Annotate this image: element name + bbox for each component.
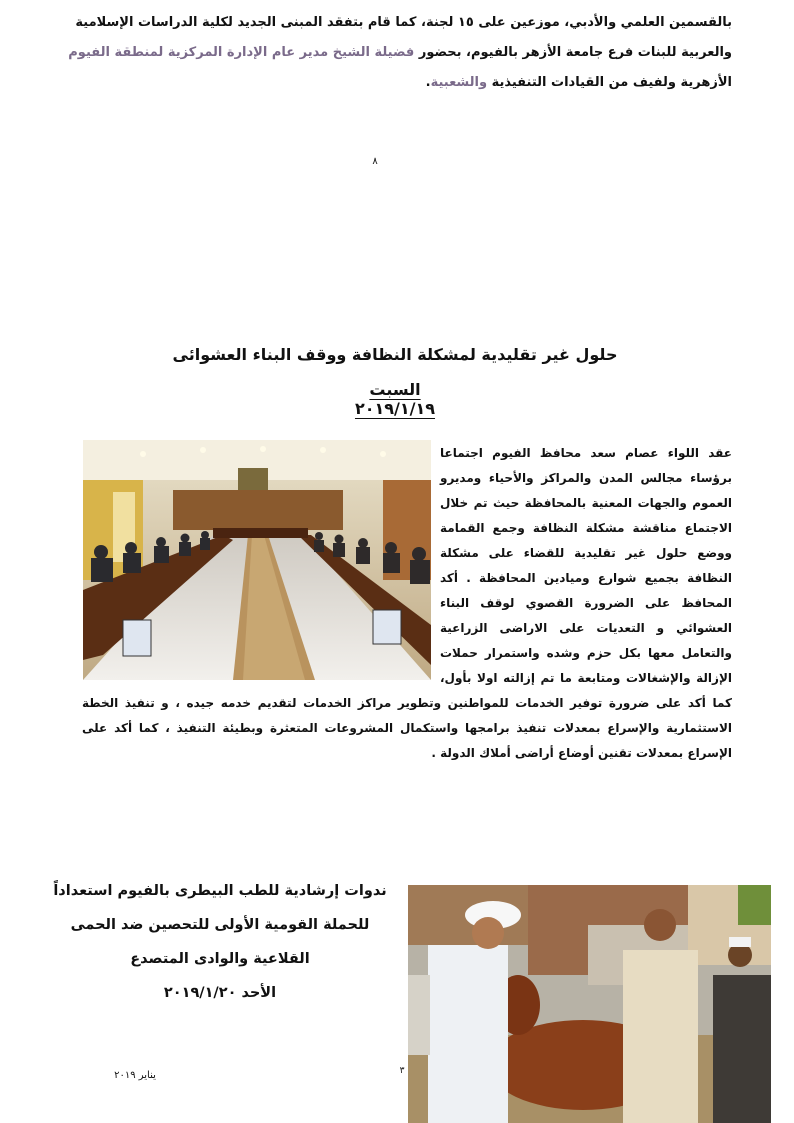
- nadwat-line-2: للحملة القومية الأولى للتحصين ضد الحمى: [70, 917, 370, 933]
- article-title: حلول غير تقليدية لمشكلة النظافة ووقف البناء العشوائى: [172, 345, 618, 364]
- intro-paragraph: [60, 8, 732, 98]
- footer-date: يناير ٢٠١٩: [114, 1070, 156, 1081]
- nadwat-line-1: ندوات إرشادية للطب البيطرى بالفيوم استعداداً: [53, 883, 387, 899]
- article-date: السبت ٢٠١٩/١/١٩: [354, 380, 436, 418]
- intro-line-3c: .: [425, 75, 431, 90]
- nadwat-line-3: القلاعية والوادى المتصدع: [130, 951, 310, 967]
- nadwat-heading: [40, 874, 400, 1010]
- footer-page-number: ٣: [399, 1066, 405, 1076]
- intro-line-1: بالقسمين العلمي والأدبي، موزعين على ١٥ لجنة، كما قام بتفقد المبنى الجديد لكلية الدراسات الإسلامية: [75, 15, 732, 30]
- intro-line-2b: فضيلة الشيخ مدير عام الإدارة المركزية لمنطقة الفيوم: [68, 45, 415, 60]
- page-number-top: ٨: [372, 156, 378, 167]
- vet-vaccination-image: [408, 885, 771, 1123]
- article-body: [82, 441, 732, 766]
- photo-wrap-spacer: [82, 441, 440, 685]
- nadwat-date: الأحد ٢٠١٩/١/٢٠: [163, 985, 277, 1001]
- article-body-text: عقد اللواء عصام سعد محافظ الفيوم اجتماعا برؤساء مجالس المدن والمراكز والأحياء ومديرو العموم والجهات المعنية بالمحافظة حيث تم خلال الاجتماع مناقشة مشكلة النظافة وجمع القمامة ووضع حلول غير تقليدية للقضاء على مشكلة النظافة بجميع شوارع وميادين المحافظة . أكد المحافظ على الضرورة القصوي لوقف البناء العشوائي و التعديات على الاراضى الزراعية والتعامل معها بكل حزم وشده واستمرار حملات الإزالة والإشغالات ومتابعة ما تم إزالته اولا بأول، كما أكد على ضرورة توفير الخدمات للمواطنين وتطوير مراكز الخدمات لتقديم خدمه جيده ، و تنفيذ الخطة الاستثمارية والإسراع بمعدلات تنفيذ برامجها واستكمال المشروعات المتعثرة وبطيئة التنفيذ ، كما أكد على الإسراع بمعدلات تقنين أوضاع أراضى أملاك الدولة .: [82, 446, 732, 760]
- intro-line-2a: والعربية للبنات فرع جامعة الأزهر بالفيوم، بحضور: [414, 45, 732, 60]
- intro-line-3b: والشعبية: [430, 75, 488, 90]
- veterinary-photo: [408, 885, 771, 1123]
- intro-line-3a: الأزهرية ولفيف من القيادات التنفيذية: [487, 75, 732, 90]
